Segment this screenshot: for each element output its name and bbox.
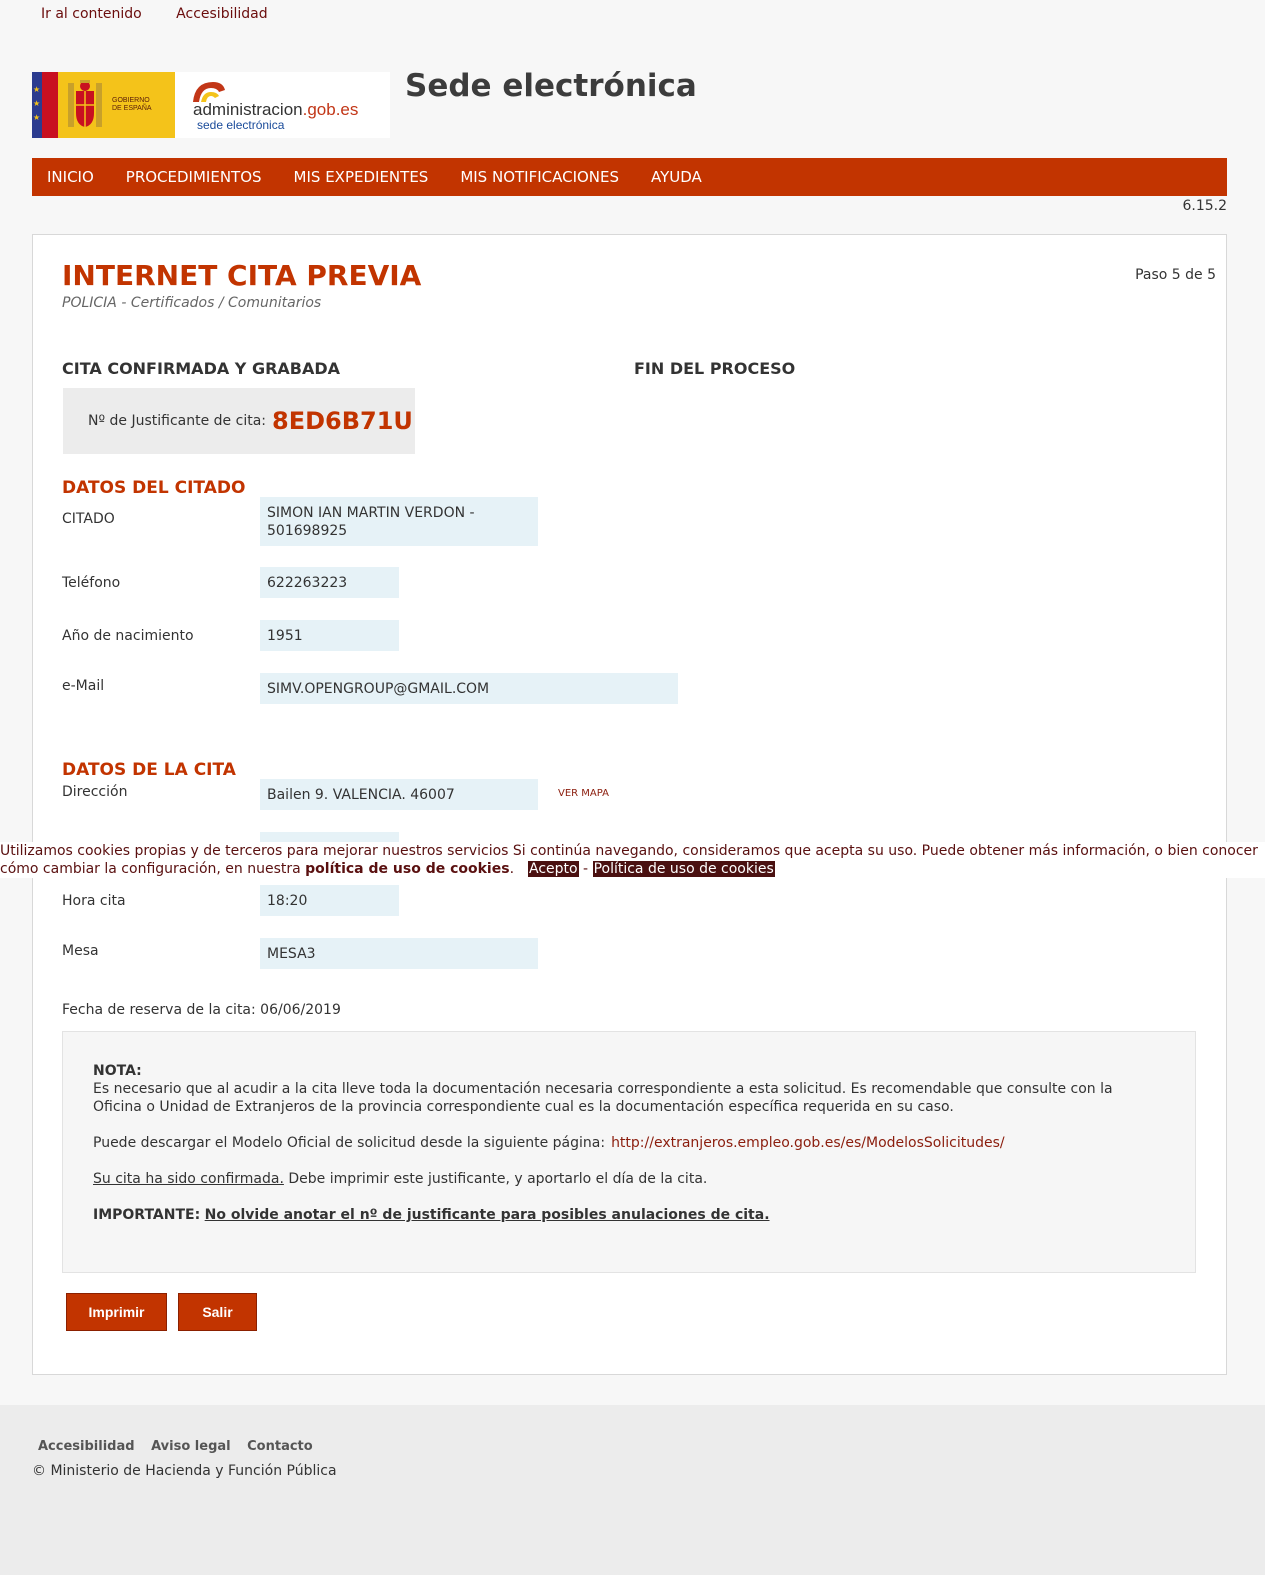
cookie-dash: -	[578, 861, 593, 877]
content-panel	[32, 234, 1227, 1375]
direccion-value: Bailen 9. VALENCIA. 46007	[260, 779, 538, 810]
nota-paragraph-2	[93, 1134, 1165, 1152]
nota-p4-underlined: No olvide anotar el nº de justificante para posibles anulaciones de cita.	[204, 1207, 770, 1223]
skip-to-content-link[interactable]: Ir al contenido	[41, 6, 142, 22]
nota-title	[93, 1062, 1165, 1080]
cookie-text: Utilizamos cookies propias y de terceros para mejorar nuestros servicios Si continúa navegando, consideramos que acepta su uso. Puede obtener más información, o bien conocer cómo cambiar la configuración, en nuestra	[0, 843, 1258, 877]
skip-links	[41, 6, 298, 22]
version-label: 6.15.2	[1182, 198, 1227, 214]
administracion-logo[interactable]	[175, 72, 390, 138]
admin-subtitle: sede electrónica	[197, 118, 285, 132]
confirmed-heading: CITA CONFIRMADA Y GRABADA	[62, 359, 341, 378]
gobierno-line1: GOBIERNO	[112, 97, 150, 104]
nota-paragraph-1: Es necesario que al acudir a la cita lleve toda la documentación necesaria correspondiente a esta solicitud. Es recomendable que consulte con la Oficina o Unidad de Extranjeros de la provincia correspondiente cual es la documentación específica requerida en su caso.	[93, 1081, 1113, 1115]
page-subtitle: POLICIA - Certificados / Comunitarios	[62, 295, 322, 311]
ver-mapa-link[interactable]: VER MAPA	[558, 788, 609, 799]
eu-flag-icon: ★ ★ ★	[32, 72, 58, 138]
footer-links	[38, 1439, 325, 1454]
nacimiento-value: 1951	[260, 620, 399, 651]
modelos-solicitudes-link[interactable]: http://extranjeros.empleo.gob.es/es/ModelosSolicitudes/	[611, 1135, 1005, 1151]
reserva-date: Fecha de reserva de la cita: 06/06/2019	[62, 1002, 341, 1018]
mesa-value: MESA3	[260, 938, 538, 969]
exit-button[interactable]: Salir	[178, 1293, 257, 1331]
nav-item-procedimientos[interactable]: PROCEDIMIENTOS	[125, 168, 262, 186]
gobierno-line2: DE ESPAÑA	[112, 105, 152, 112]
hora-label: Hora cita	[62, 893, 126, 909]
mesa-label: Mesa	[62, 943, 99, 959]
accessibility-link[interactable]: Accesibilidad	[176, 6, 268, 22]
admin-domain-text: .gob.es	[302, 100, 359, 119]
footer-link-aviso-legal[interactable]: Aviso legal	[151, 1439, 231, 1454]
nav-item-ayuda[interactable]: AYUDA	[651, 168, 702, 186]
email-value: SIMV.OPENGROUP@GMAIL.COM	[260, 673, 678, 704]
hora-value: 18:20	[260, 885, 399, 916]
footer	[0, 1405, 1265, 1575]
print-button[interactable]: Imprimir	[66, 1293, 167, 1331]
end-of-process-heading: FIN DEL PROCESO	[634, 359, 796, 378]
nav-item-mis-notificaciones[interactable]: MIS NOTIFICACIONES	[460, 168, 620, 186]
admin-name	[193, 100, 358, 120]
gobierno-espana-logo[interactable]	[32, 72, 175, 138]
main-nav	[32, 158, 1227, 196]
nota-p2-text: Puede descargar el Modelo Oficial de solicitud desde la siguiente página:	[93, 1135, 606, 1151]
header-logos	[32, 72, 390, 138]
nota-paragraph-3	[93, 1170, 1165, 1188]
telefono-label: Teléfono	[62, 575, 121, 591]
cita-section-heading: DATOS DE LA CITA	[62, 760, 236, 780]
step-indicator: Paso 5 de 5	[1135, 267, 1216, 283]
nota-p3-underlined: Su cita ha sido confirmada.	[93, 1171, 284, 1187]
cookie-banner	[0, 842, 1265, 878]
footer-link-contacto[interactable]: Contacto	[247, 1439, 313, 1454]
fecha-value-partial	[260, 832, 399, 842]
citado-label: CITADO	[62, 511, 115, 527]
coat-of-arms-icon	[62, 77, 108, 133]
site-title: Sede electrónica	[405, 68, 697, 104]
page-title: INTERNET CITA PREVIA	[62, 259, 422, 292]
direccion-label: Dirección	[62, 784, 128, 800]
telefono-value: 622263223	[260, 567, 399, 598]
email-label: e-Mail	[62, 678, 105, 694]
admin-name-text: administracion	[193, 100, 303, 119]
citado-section-heading: DATOS DEL CITADO	[62, 478, 246, 498]
justificante-label: Nº de Justificante de cita:	[88, 413, 266, 429]
nota-paragraph-4	[93, 1206, 1165, 1224]
nav-item-inicio[interactable]: INICIO	[47, 168, 94, 186]
citado-value: SIMON IAN MARTIN VERDON - 501698925	[260, 497, 538, 546]
gobierno-text	[112, 97, 152, 113]
cookie-accept-button[interactable]: Acepto	[529, 861, 578, 877]
justificante-code: 8ED6B71U	[272, 407, 413, 435]
nacimiento-label: Año de nacimiento	[62, 628, 194, 644]
copyright: © Ministerio de Hacienda y Función Pública	[32, 1463, 337, 1479]
cookie-policy-button[interactable]: Política de uso de cookies	[593, 861, 774, 877]
nota-title-text: NOTA:	[93, 1063, 142, 1079]
cookie-policy-bold: política de uso de cookies	[305, 861, 510, 877]
nav-item-mis-expedientes[interactable]: MIS EXPEDIENTES	[293, 168, 429, 186]
footer-link-accesibilidad[interactable]: Accesibilidad	[38, 1439, 135, 1454]
nota-box	[62, 1031, 1196, 1273]
cookie-dot: .	[509, 861, 515, 877]
nota-p4-bold: IMPORTANTE:	[93, 1207, 201, 1223]
nota-p3-rest: Debe imprimir este justificante, y aportarlo el día de la cita.	[283, 1171, 708, 1187]
justificante-box	[63, 388, 415, 454]
